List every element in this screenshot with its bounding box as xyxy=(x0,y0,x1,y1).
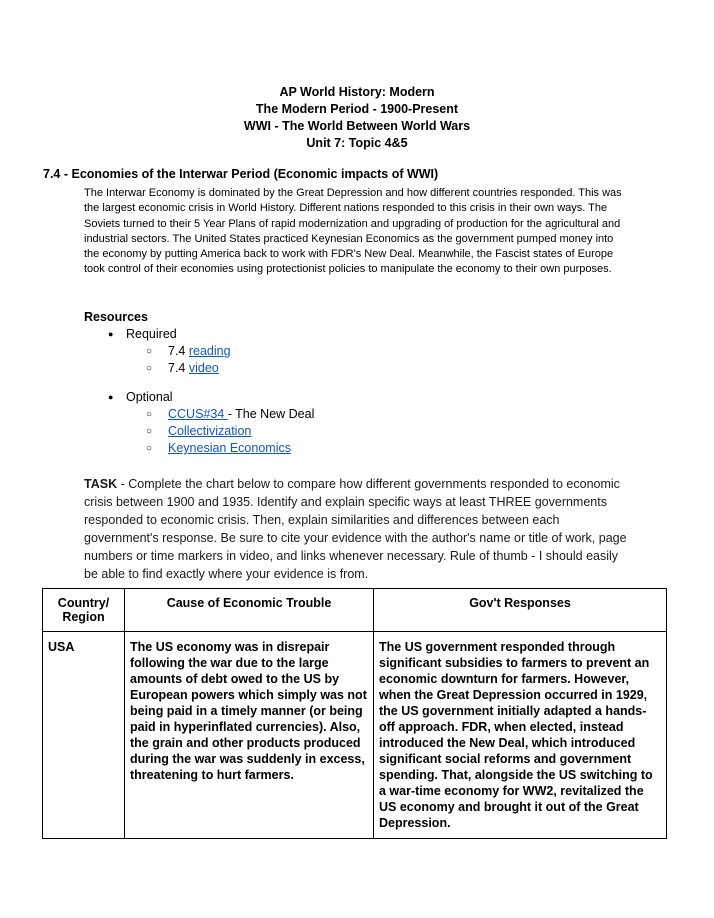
optional-bullet: ● Optional xyxy=(84,389,314,406)
required-item-video: ○ 7.4 video xyxy=(84,360,314,377)
cell-response[interactable]: The US government responded through significant subsidies to farmers to prevent an economic downturn for farmers. However, when the Great Depression occurred in 1929, the US government initially adapted a hands-off approach. FDR, when elected, instead introduced the New Deal, which introduced significant social reforms and government spending. That, alongside the US switching to a war-time economy for WW2, revitalized the US economy and brought it out of the Great Depression. xyxy=(374,632,667,839)
table-header-row xyxy=(43,589,667,632)
task-instructions xyxy=(84,475,634,583)
section-title: 7.4 - Economies of the Interwar Period (Economic impacts of WWI) xyxy=(43,167,439,181)
task-label: TASK xyxy=(84,477,118,491)
resources-section xyxy=(84,310,314,457)
header-cause: Cause of Economic Trouble xyxy=(125,589,374,632)
task-text: - Complete the chart below to compare how different governments responded to economic crisis between 1900 and 1935. Identify and explain specific ways at least THREE governments responded to economic crisis. Then, explain similarities and differences between each government's response. Be sure to cite your evidence with the author's name or title of work, page numbers or time markers in video, and links whenever necessary. Rule of thumb - I should easily be able to find exactly where your evidence is from. xyxy=(84,477,627,581)
keynesian-economics-link[interactable]: Keynesian Economics xyxy=(168,441,291,455)
cell-country[interactable]: USA xyxy=(43,632,125,839)
intro-paragraph: The Interwar Economy is dominated by the Great Depression and how different countries responded. This was the largest economic crisis in World History. Different nations responded to this crisis in their own ways. The Soviets turned to their 5 Year Plans of rapid modernization and upgrading of production for the agricultural and industrial sectors. The United States practiced Keynesian Economics as the government pumped money into the economy by putting America back to work with FDR's New Deal. Meanwhile, the Fascist states of Europe took control of their economies using protectionist policies to manipulate the economy to their own purposes. xyxy=(84,187,622,276)
required-item-reading: ○ 7.4 reading xyxy=(84,343,314,360)
reading-link[interactable]: reading xyxy=(188,344,231,358)
video-link[interactable]: video xyxy=(188,361,219,375)
unit-topic: Unit 7: Topic 4&5 xyxy=(306,136,408,150)
header-responses: Gov't Responses xyxy=(374,589,667,632)
ccus34-link[interactable]: CCUS#34 xyxy=(168,407,228,421)
resources-heading: Resources xyxy=(84,310,148,324)
period-title: The Modern Period - 1900-Present xyxy=(255,102,459,116)
collectivization-link[interactable]: Collectivization xyxy=(168,424,252,438)
optional-item-ccus: ○ CCUS#34 - The New Deal xyxy=(84,406,314,423)
optional-item-collectivization xyxy=(84,423,314,440)
required-bullet: ● Required xyxy=(84,326,314,343)
unit-subtitle: WWI - The World Between World Wars xyxy=(243,119,471,133)
document-header xyxy=(0,84,714,152)
comparison-chart xyxy=(42,588,667,839)
header-country: Country/ Region xyxy=(43,589,125,632)
table-row xyxy=(43,632,667,839)
cell-cause[interactable]: The US economy was in disrepair following the war due to the large amounts of debt owed to the US by European powers which simply was not being paid in a timely manner (or being paid in hyperinflated currencies). Also, the grain and other products produced during the war was suddenly in excess, threatening to hurt farmers. xyxy=(125,632,374,839)
optional-item-keynesian xyxy=(84,440,314,457)
course-title: AP World History: Modern xyxy=(279,85,435,99)
